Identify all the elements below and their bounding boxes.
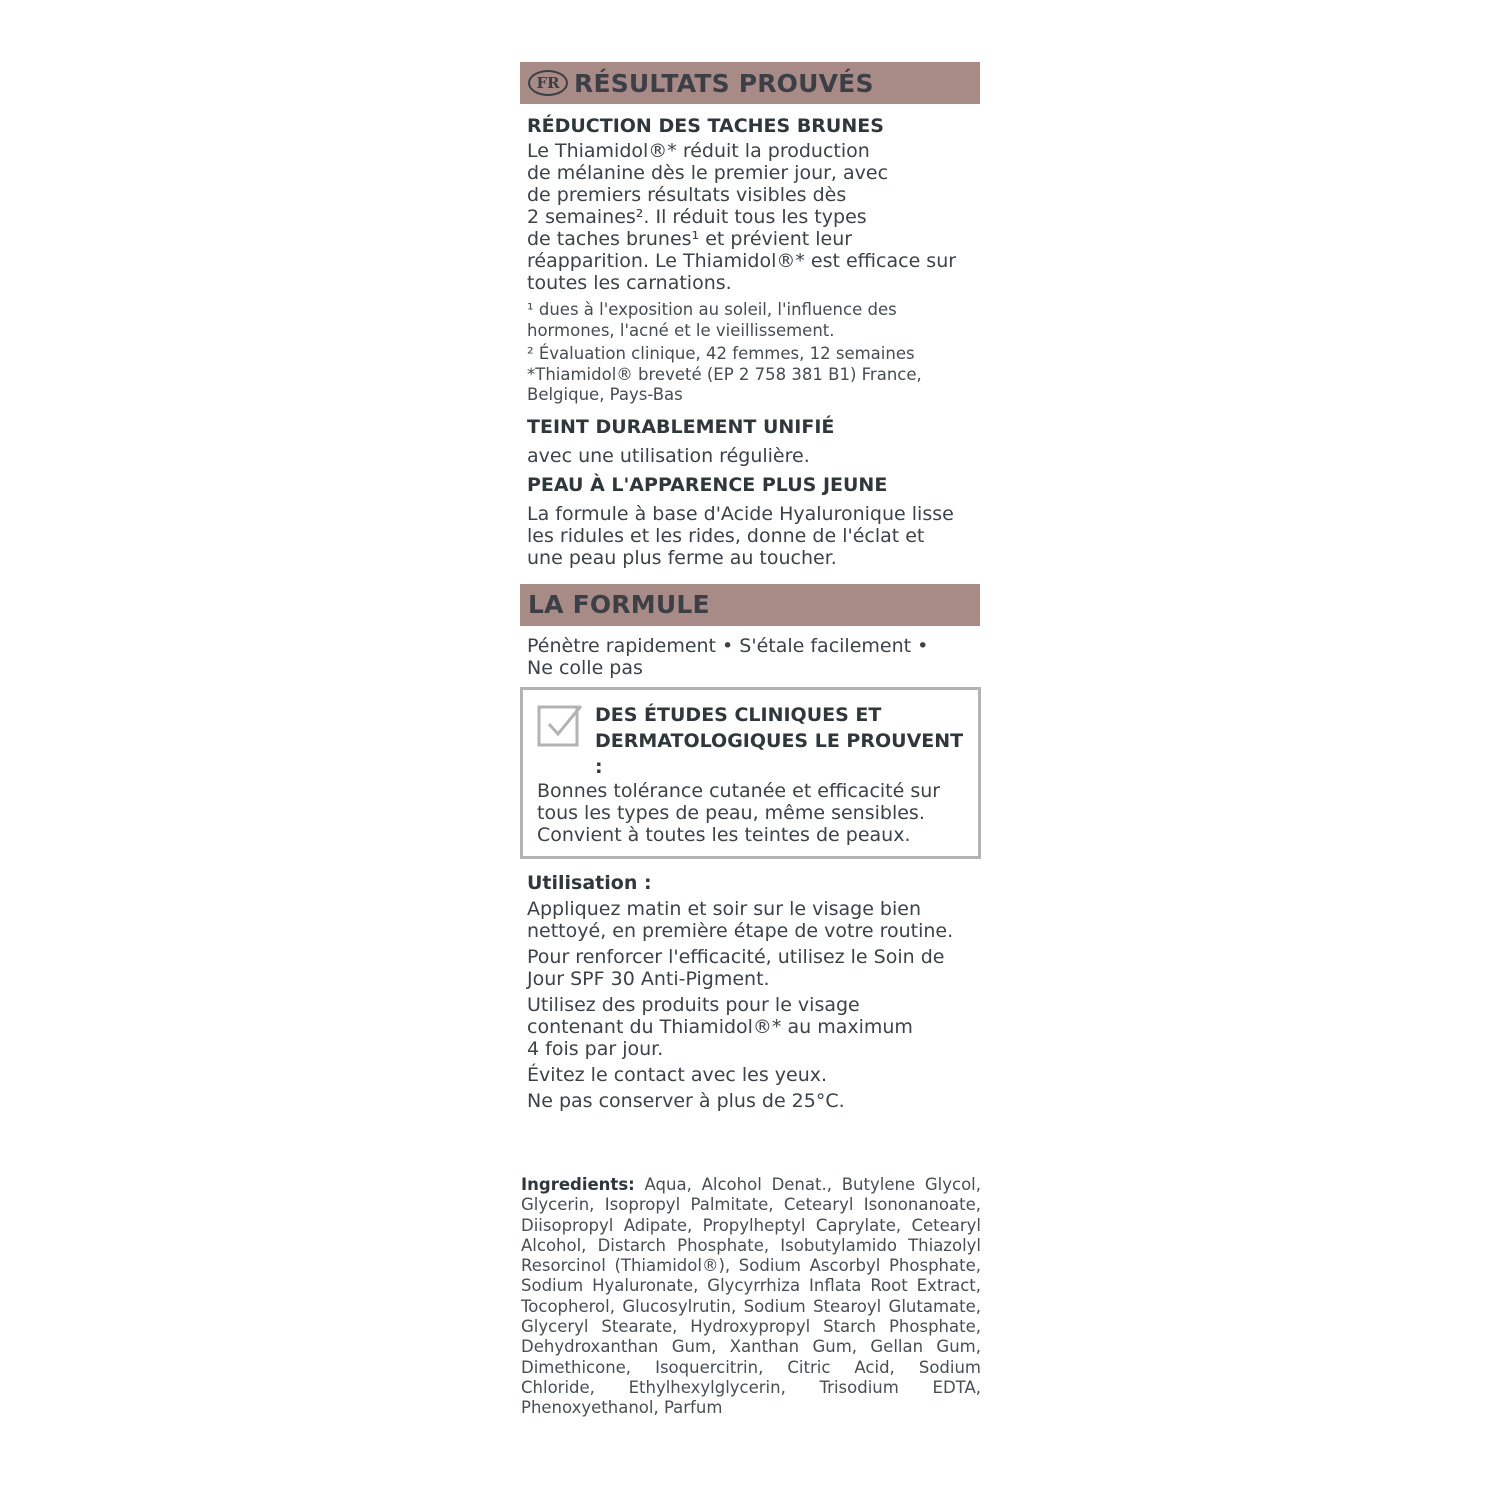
ingredients-text: Aqua, Alcohol Denat., Butylene Glycol, Glycerin, Isopropyl Palmitate, Cetearyl Isononanoate, Diisopropyl Adipate, Propylheptyl Caprylate, Cetearyl Alcohol, Distarch Phosphate, Isobutylamido Thiazolyl Resorcinol (Thiamidol®), Sodium Ascorbyl Phosphate, Sodium Hyaluronate, Glycyrrhiza Inflata Root Extract, Tocopherol, Glucosylrutin, Sodium Stearoyl Glutamate, Glyceryl Stearate, Hydroxypropyl Starch Phosphate, Dehydroxanthan Gum, Xanthan Gum, Gellan Gum, Dimethicone, Isoquercitrin, Citric Acid, Sodium Chloride, Ethylhexylglycerin, Trisodium EDTA, Phenoxyethanol, Parfum — [521, 1175, 982, 1418]
section-header-results — [520, 62, 980, 104]
language-badge: FR — [528, 70, 568, 96]
younger-skin-block — [520, 473, 980, 569]
usage-line: Appliquez matin et soir sur le visage bien nettoyé, en première étape de votre routine. — [527, 897, 954, 942]
ingredients-label: Ingredients: — [521, 1175, 635, 1194]
footnote-1: ¹ dues à l'exposition au soleil, l'influence des hormones, l'acné et le vieillissement. — [527, 300, 897, 340]
product-text-panel — [520, 62, 980, 1112]
block-text: Le Thiamidol®* réduit la production de mélanine dès le premier jour, avec de premiers résultats visibles dès 2 semaines². Il réduit tous les types de taches brunes¹ et prévient leur réapparition. Le Thiamidol®* est efficace sur toutes les carnations. — [527, 140, 957, 294]
footnote-2: ² Évaluation clinique, 42 femmes, 12 semaines *Thiamidol® breveté (EP 2 758 381 B1) France, Belgique, Pays-Bas — [527, 344, 922, 404]
clinical-proof-box — [520, 687, 981, 859]
clinical-text: Bonnes tolérance cutanée et efficacité sur tous les types de peau, même sensibles. Convient à toutes les teintes de peaux. — [537, 779, 941, 846]
usage-line: Ne pas conserver à plus de 25°C. — [527, 1089, 845, 1112]
block-text: avec une utilisation régulière. — [527, 444, 810, 467]
block-heading: RÉDUCTION DES TACHES BRUNES — [527, 115, 884, 137]
clinical-heading: DES ÉTUDES CLINIQUES ET DERMATOLOGIQUES LE PROUVENT : — [595, 703, 964, 778]
formula-block — [520, 635, 980, 679]
usage-line: Évitez le contact avec les yeux. — [527, 1063, 828, 1086]
usage-heading: Utilisation : — [527, 871, 652, 894]
usage-line: Utilisez des produits pour le visage contenant du Thiamidol®* au maximum 4 fois par jour. — [527, 993, 913, 1060]
section-header-formula — [520, 584, 980, 626]
section-title: LA FORMULE — [528, 590, 710, 619]
section-title: RÉSULTATS PROUVÉS — [574, 68, 874, 98]
even-tone-block — [520, 415, 980, 467]
checkbox-check-icon — [537, 702, 585, 750]
ingredients-list — [521, 1175, 981, 1419]
usage-block — [520, 871, 980, 1112]
usage-line: Pour renforcer l'efficacité, utilisez le Soin de Jour SPF 30 Anti-Pigment. — [527, 945, 945, 990]
formula-text: Pénètre rapidement • S'étale facilement • Ne colle pas — [527, 634, 929, 679]
block-text: La formule à base d'Acide Hyaluronique lisse les ridules et les rides, donne de l'éclat et une peau plus ferme au toucher. — [527, 502, 954, 569]
dark-spot-reduction-block — [520, 114, 980, 406]
block-heading: TEINT DURABLEMENT UNIFIÉ — [527, 415, 835, 438]
block-heading: PEAU À L'APPARENCE PLUS JEUNE — [527, 473, 888, 496]
